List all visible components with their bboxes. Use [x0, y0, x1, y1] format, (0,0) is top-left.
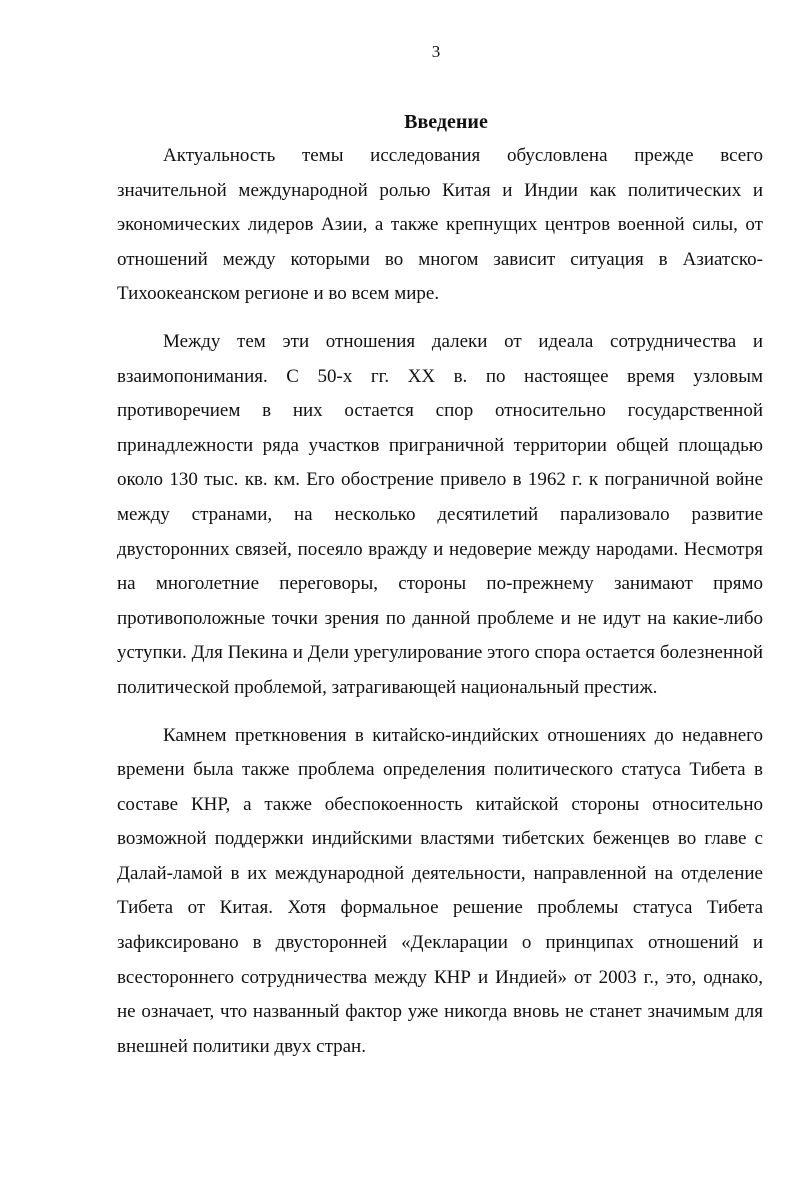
paragraph-1: Актуальность темы исследования обусловлена прежде всего значительной международной ролью Китая и Индии как политических и экономических лидеров Азии, а также крепнущих центров военной силы, от отношений между которыми во многом зависит ситуация в Азиатско-Тихоокеанском регионе и во всем мире.	[117, 145, 763, 305]
body-text	[117, 139, 763, 1064]
page-number: 3	[431, 42, 441, 61]
paragraph-3: Камнем преткновения в китайско-индийских отношениях до недавнего времени была также проблема определения политического статуса Тибета в составе КНР, а также обеспокоенность китайской стороны относительно возможной поддержки индийскими властями тибетских беженцев во главе с Далай-ламой в их международной деятельности, направленной на отделение Тибета от Китая. Хотя формальное решение проблемы статуса Тибета зафиксировано в двусторонней «Декларации о принципах отношений и всестороннего сотрудничества между КНР и Индией» от 2003 г., это, однако, не означает, что названный фактор уже никогда вновь не станет значимым для внешней политики двух стран.	[117, 724, 763, 1057]
section-heading: Введение	[404, 111, 488, 133]
paragraph-2: Между тем эти отношения далеки от идеала сотрудничества и взаимопонимания. С 50-х гг. XX в. по настоящее время узловым противоречием в них остается спор относительно государственной принадлежности ряда участков приграничной территории общей площадью около 130 тыс. кв. км. Его обострение привело в 1962 г. к пограничной войне между странами, на несколько десятилетий парализовало развитие двусторонних связей, посеяло вражду и недоверие между народами. Несмотря на многолетние переговоры, стороны по-прежнему занимают прямо противоположные точки зрения по данной проблеме и не идут на какие-либо уступки. Для Пекина и Дели урегулирование этого спора остается болезненной политической проблемой, затрагивающей национальный престиж.	[117, 330, 763, 698]
